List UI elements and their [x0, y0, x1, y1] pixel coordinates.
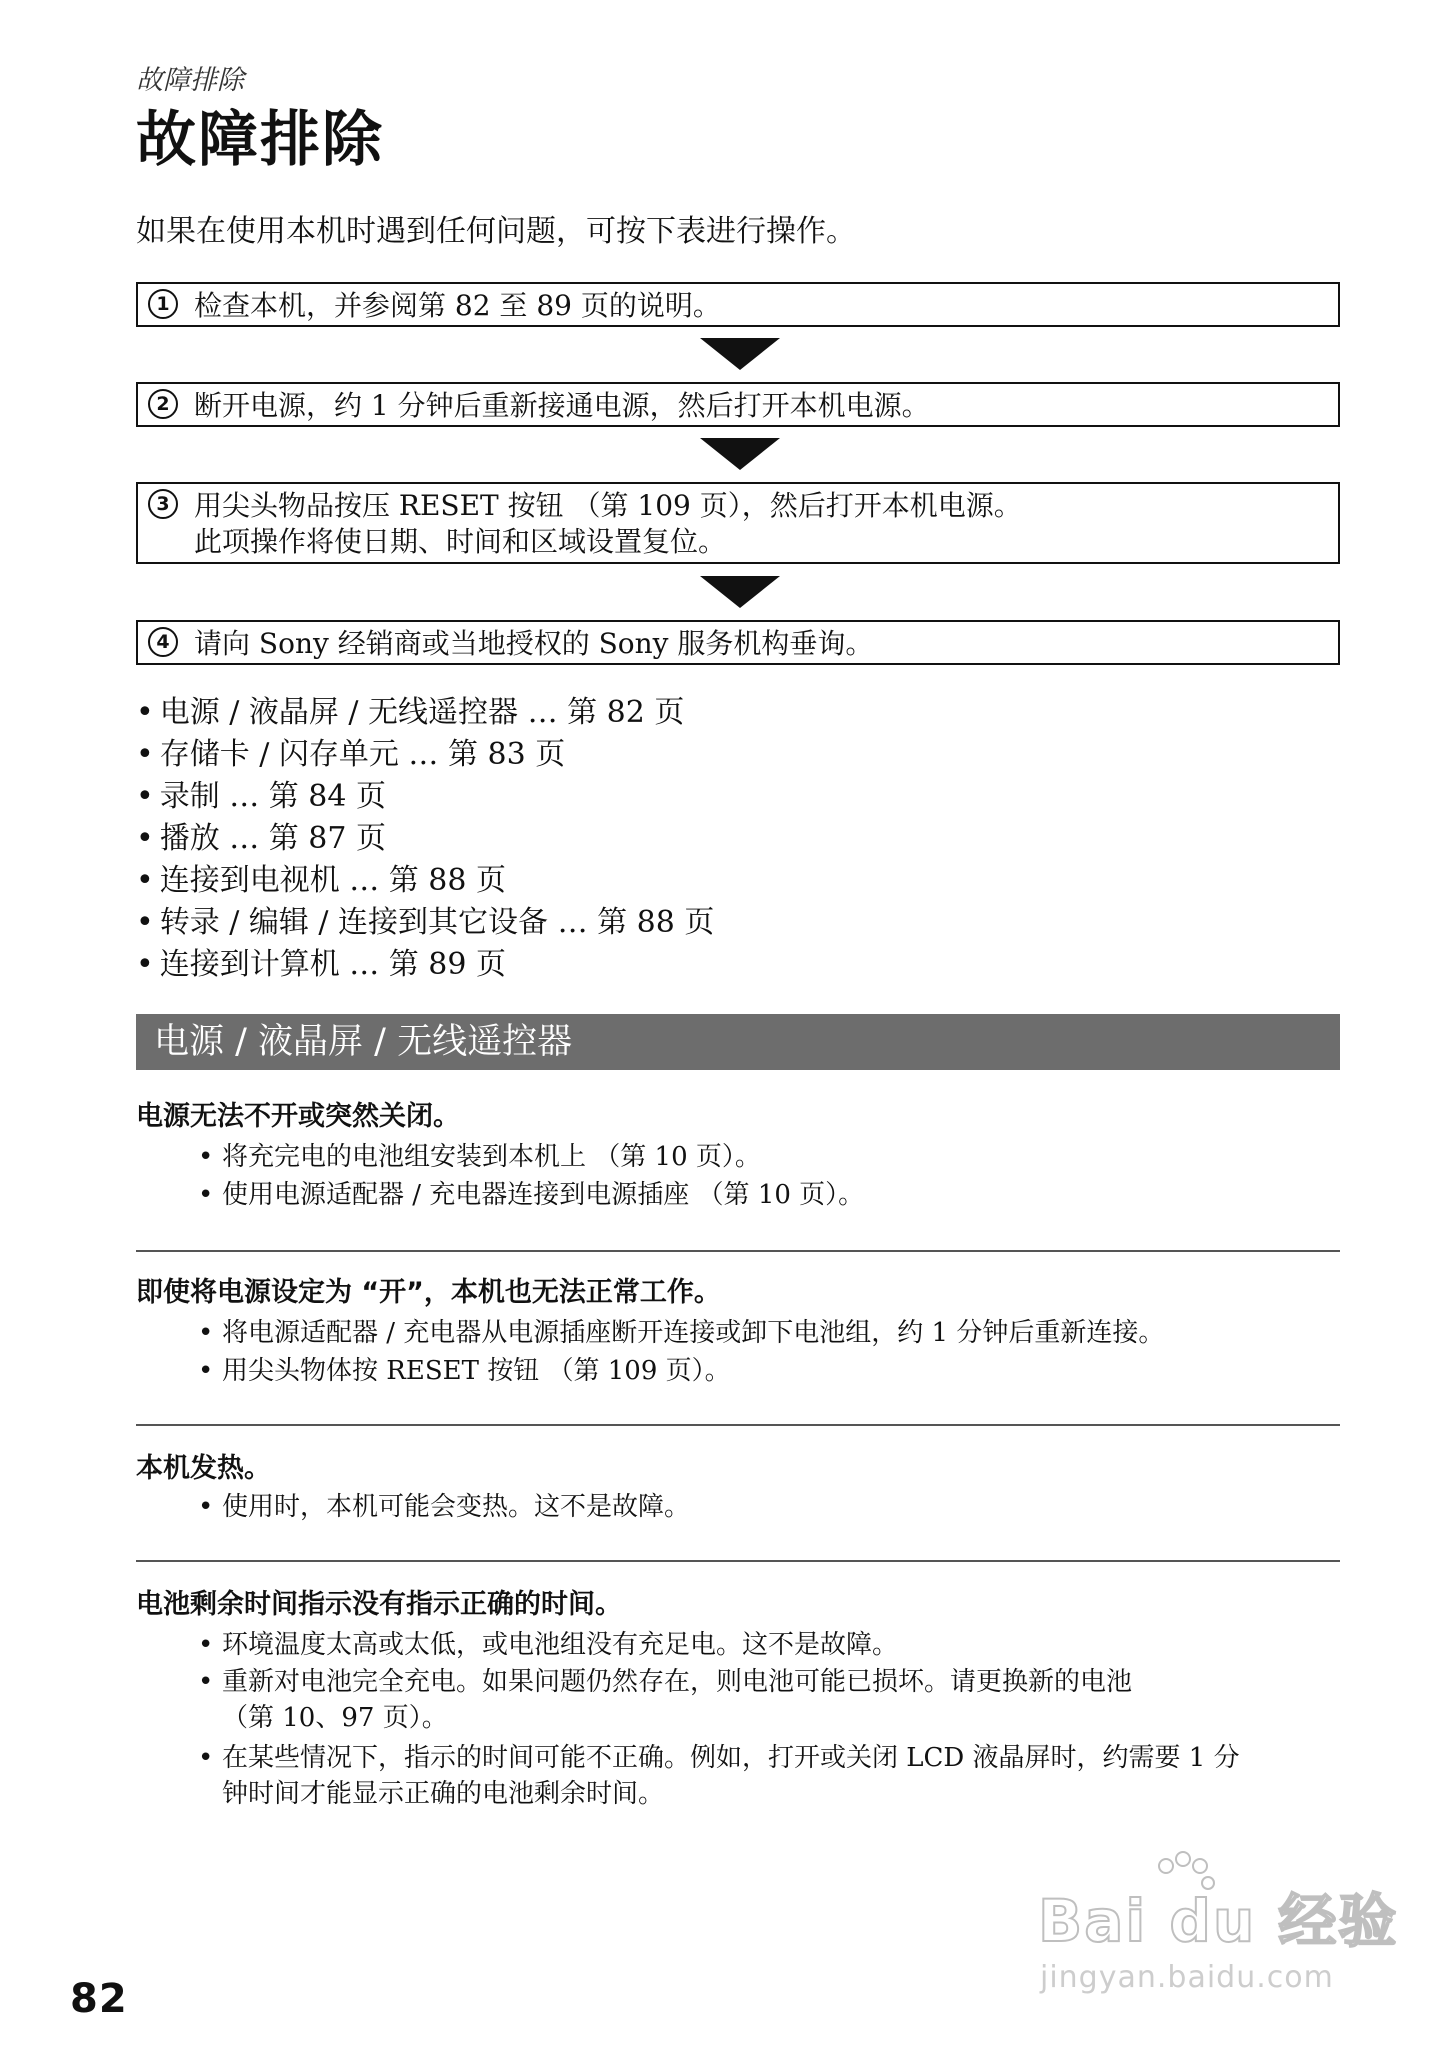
solution-item: • 将充完电的电池组安装到本机上 （第 10 页）。 [198, 1138, 1348, 1176]
step-4-box [136, 620, 1340, 665]
page-number: 82 [70, 1976, 128, 2022]
topic-item: • 连接到电视机 … 第 88 页 [136, 860, 714, 902]
problem-heading: 电池剩余时间指示没有指示正确的时间。 [136, 1589, 622, 1620]
down-arrow-icon [700, 438, 780, 470]
step-2-box [136, 382, 1340, 427]
problem-heading: 本机发热。 [136, 1453, 271, 1484]
solution-item [198, 1664, 1348, 1736]
solution-list [198, 1488, 1348, 1526]
running-head: 故障排除 [136, 65, 244, 96]
step-3-text-line1: 用尖头物品按压 RESET 按钮 （第 109 页），然后打开本机电源。 [194, 489, 1022, 522]
step-number-3: 3 [148, 489, 178, 519]
topic-item: • 电源 / 液晶屏 / 无线遥控器 … 第 82 页 [136, 692, 714, 734]
step-2-text: 断开电源，约 1 分钟后重新接通电源，然后打开本机电源。 [194, 389, 930, 422]
solution-line: （第 10、97 页）。 [222, 1703, 448, 1733]
down-arrow-icon [700, 576, 780, 608]
solution-item: • 用尖头物体按 RESET 按钮 （第 109 页）。 [198, 1352, 1348, 1390]
baidu-watermark [1028, 1850, 1399, 2010]
step-1-box [136, 282, 1340, 327]
down-arrow-icon [700, 338, 780, 370]
solution-item [198, 1740, 1348, 1812]
topic-item: • 连接到计算机 … 第 89 页 [136, 944, 714, 986]
step-3-box [136, 482, 1340, 564]
step-number-2: 2 [148, 389, 178, 419]
solution-line: 钟时间才能显示正确的电池剩余时间。 [222, 1779, 665, 1809]
watermark-url: jingyan.baidu.com [1040, 1960, 1334, 1995]
step-number-1: 1 [148, 289, 178, 319]
solution-list [198, 1626, 1348, 1816]
solution-list [198, 1138, 1348, 1214]
solution-item: • 使用电源适配器 / 充电器连接到电源插座 （第 10 页）。 [198, 1176, 1348, 1214]
topic-item: • 转录 / 编辑 / 连接到其它设备 … 第 88 页 [136, 902, 714, 944]
problem-heading: 电源无法不开或突然关闭。 [136, 1101, 460, 1132]
step-1-text: 检查本机，并参阅第 82 至 89 页的说明。 [194, 289, 721, 322]
section-heading: 电源 / 液晶屏 / 无线遥控器 [136, 1014, 1340, 1070]
problem-heading: 即使将电源设定为 “开”，本机也无法正常工作。 [136, 1277, 721, 1308]
topic-item: • 存储卡 / 闪存单元 … 第 83 页 [136, 734, 714, 776]
page-title: 故障排除 [136, 105, 384, 175]
solution-item: • 使用时，本机可能会变热。这不是故障。 [198, 1488, 1348, 1526]
solution-line: • 在某些情况下，指示的时间可能不正确。例如，打开或关闭 LCD 液晶屏时，约需要 1 分 [222, 1743, 1240, 1773]
divider [136, 1560, 1340, 1562]
watermark-brand: Bai du 经验 [1038, 1887, 1399, 1955]
solution-list [198, 1314, 1348, 1390]
intro-text: 如果在使用本机时遇到任何问题，可按下表进行操作。 [136, 214, 856, 249]
step-number-4: 4 [148, 627, 178, 657]
solution-item: • 将电源适配器 / 充电器从电源插座断开连接或卸下电池组，约 1 分钟后重新连接。 [198, 1314, 1348, 1352]
topic-item: • 播放 … 第 87 页 [136, 818, 714, 860]
solution-item: • 环境温度太高或太低，或电池组没有充足电。这不是故障。 [198, 1626, 1348, 1664]
step-3-text-line2: 此项操作将使日期、时间和区域设置复位。 [194, 525, 727, 558]
step-4-text: 请向 Sony 经销商或当地授权的 Sony 服务机构垂询。 [194, 627, 874, 660]
topic-item: • 录制 … 第 84 页 [136, 776, 714, 818]
topic-list [136, 692, 714, 986]
divider [136, 1424, 1340, 1426]
divider [136, 1250, 1340, 1252]
solution-line: • 重新对电池完全充电。如果问题仍然存在，则电池可能已损坏。请更换新的电池 [222, 1667, 1133, 1697]
